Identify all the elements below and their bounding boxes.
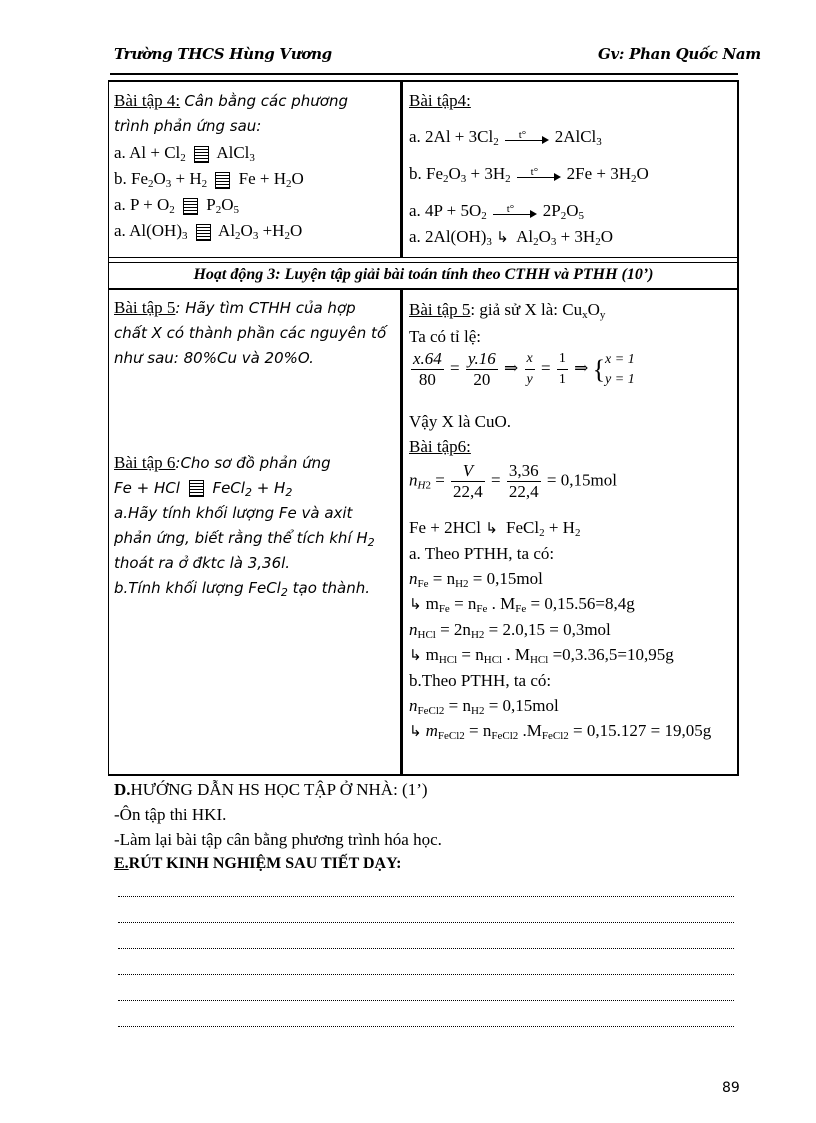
teacher-name: Gv: Phan Quốc Nam [598, 45, 761, 63]
ex6-question: Bài tập 6:Cho sơ đồ phản ứng Fe + HCl FeCl$_2$ + $H_2$ a.Hãy tính khối lượng Fe và axit phản ứng, biết rằng thể tích khí $H_2$ thoát ra ở đktc là 3,36l. b.Tính khối lượng FeCl$_2$ tạo thành. [114, 453, 375, 599]
document-icon [215, 172, 230, 189]
reaction-arrow: t° [493, 205, 537, 219]
ex5-question: Bài tập 5: Hãy tìm CTHH của hợp chất X có thành phần các nguyên tố như sau: 80%Cu và 20%O. [114, 298, 387, 367]
reaction-arrow: t° [505, 131, 549, 145]
ratio-equation: $\frac{x.64}{80}$ = $\frac{y.16}{20}$ ⇒ $\frac{x}{y}$ = $\frac{1}{1}$ ⇒ { x = 1 y = 1 [413, 349, 635, 389]
document-icon [196, 224, 211, 241]
moles-h2-equation: $n_{H2}$ = $\frac{V}{22,4}$ = $\frac{3,36}{22,4}$ = 0,15mol [409, 461, 617, 501]
document-icon [183, 198, 198, 215]
implies-icon: ↳ [496, 228, 509, 246]
section-d: D.HƯỚNG DẪN HS HỌC TẬP Ở NHÀ: (1’) -Ôn tập thi HKI. -Làm lại bài tập cân bằng phương trình hóa học. [114, 780, 442, 849]
implies-icon: ↳ [485, 519, 498, 537]
school-name: Trường THCS Hùng Vương [114, 45, 332, 63]
document-icon [189, 480, 204, 497]
section-e-title: E.RÚT KINH NGHIỆM SAU TIẾT DẠY: [114, 855, 402, 872]
ex5-answer: Bài tập 5: giả sử X là: $Cu_xO_y$ Ta có tỉ lệ: $\frac{x.64}{80}$ = $\frac{y.16}{20}$ ⇒ $\frac{x}{y}$ = $\frac{1}{1}$ ⇒ { x = 1 y = 1 Vậy X là CuO. Bài tập6: [409, 297, 734, 459]
implies-icon: ↳ [409, 646, 422, 664]
document-icon [194, 146, 209, 163]
ex6-answer: $n_{H2}$ = $\frac{V}{22,4}$ = $\frac{3,36}{22,4}$ = 0,15mol Fe + 2HCl ↳ FeCl$_2$ + $H_2$ a. Theo PTHH, ta có: $n_{Fe} = n_{H2} = 0,15mol$ ↳ $m_{Fe} = n_{Fe}$ . $M_{Fe} = 0,15.56=8,4g$ $n_{HCl} = 2n_{H2} = 2.0,15 = 0,3mol$ ↳ $m_{HCl} = n_{HCl}$ . $M_{HCl} =0,3.36,5=10,95g$ b.Theo PTHH, ta có: $n_{FeCl2} = n_{H2} = 0,15mol$ ↳ $m_{FeCl2} = n_{FeCl2}$ $.M_{FeCl2} = 0,15.127 = 19,05g$ [409, 461, 734, 744]
header-rule [110, 73, 738, 75]
implies-icon: ↳ [409, 595, 422, 613]
implies-icon: ↳ [409, 722, 422, 740]
ex4-answer: Bài tập4: a. $2Al + 3Cl_2$ t° 2AlCl$_3$ b. $Fe_2O_3 + 3H_2$ t° $2Fe + 3H_2O$ a. $4P + 5O_2$ t° $2P_2O_5$ a. $2Al(OH)_3$ ↳ $Al_2O_3 + 3H_2O$ [409, 91, 649, 248]
reaction-arrow: t° [517, 168, 561, 182]
page-number: 89 [722, 1080, 740, 1096]
ex4-question: Bài tập 4: Cân bằng các phương trình phản ứng sau: a. $Al + Cl_2$ AlCl$_3$ b. $Fe_2O_3 + H_2$ $Fe + H_2O$ a. $P + O_2$ $P_2O_5$ a. $Al(OH)_3$ $Al_2O_3 +H_2O$ [114, 91, 349, 242]
activity-3-title: Hoạt động 3: Luyện tập giải bài toán tính theo CTHH và PTHH (10’) [193, 266, 654, 283]
